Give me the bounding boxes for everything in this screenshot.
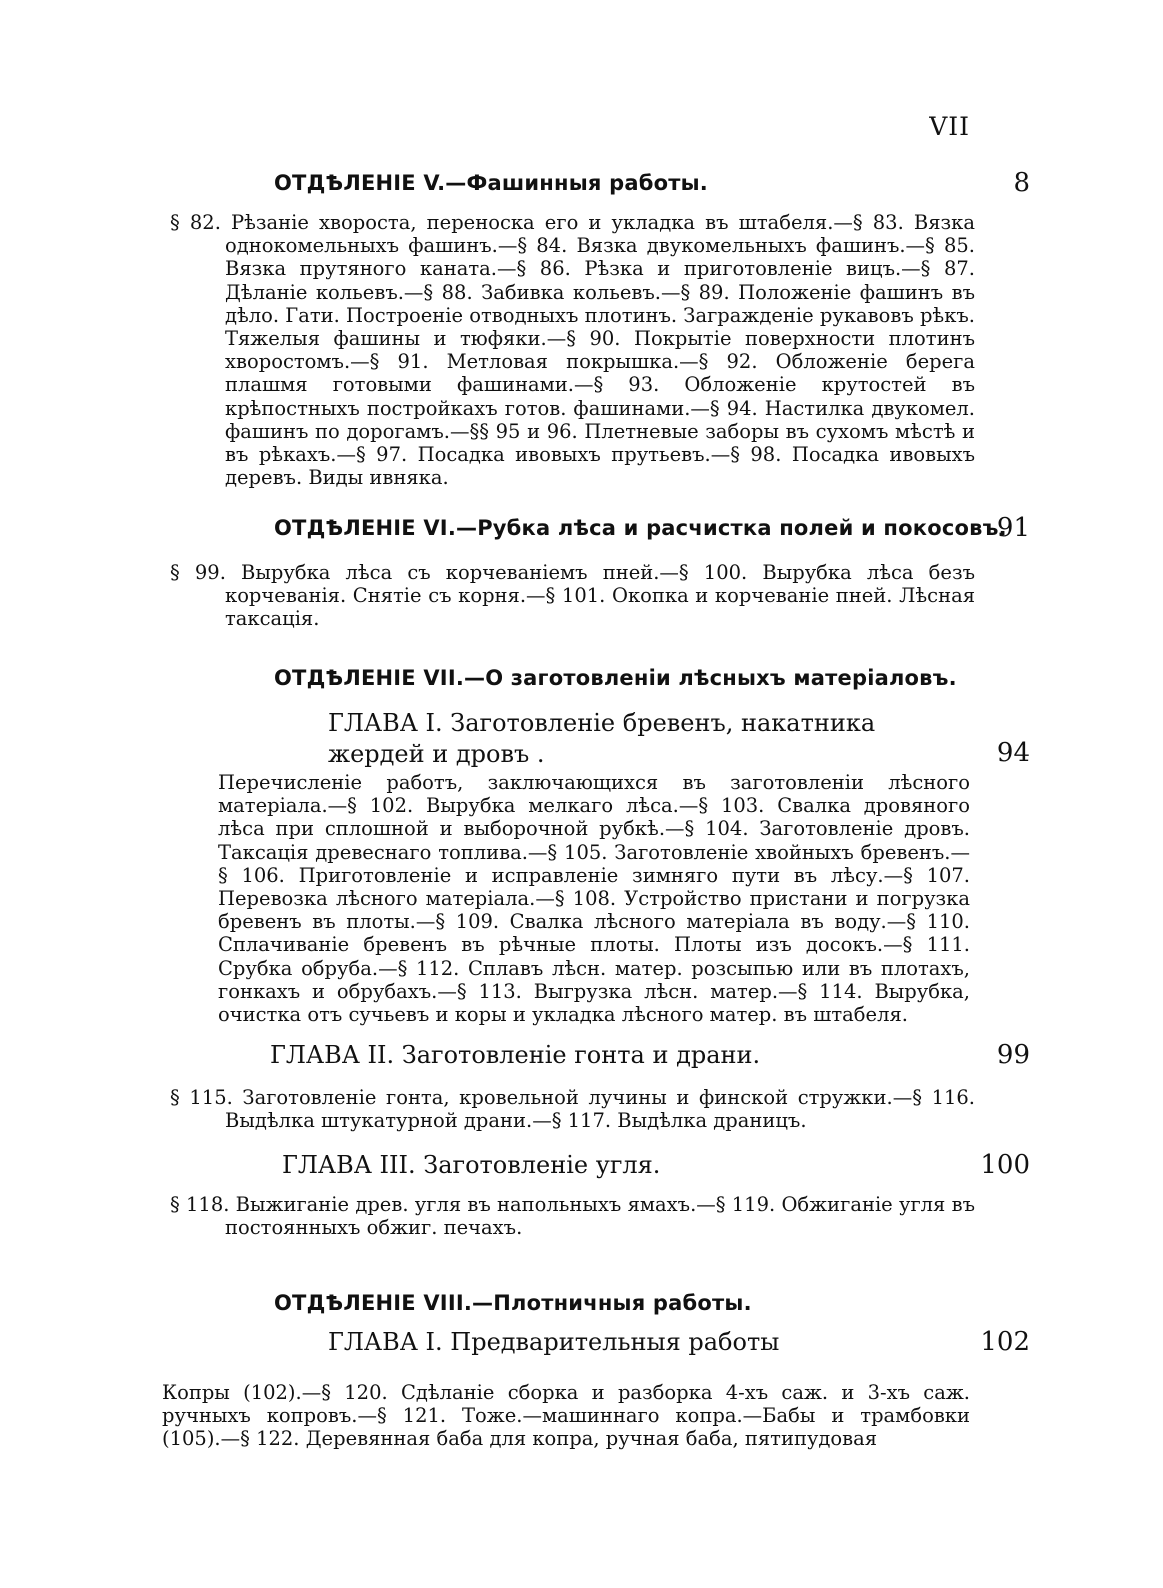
section-8-chapter-1-paragraph: Копры (102).—§ 120. Сдѣланiе сборка и разборка 4-хъ саж. и 3-хъ саж. ручныхъ копровъ.—§ 121. Тоже.—машиннаго копра.—Бабы и трамбовки (105).—§ 122. Деревянная баба для копра, ручная баба, пятипудовая: [162, 1381, 970, 1451]
section-8-chapter-1-header: [170, 1327, 1030, 1367]
section-5-paragraph: § 82. Рѣзанiе хвороста, переноска его и укладка въ штабеля.—§ 83. Вязка однокомельныхъ фашинъ.—§ 84. Вязка двукомельныхъ фашинъ.—§ 85. Вязка прутяного каната.—§ 86. Рѣзка и приготовленiе вицъ.—§ 87. Дѣланiе кольевъ.—§ 88. Забивка кольевъ.—§ 89. Положенiе фашинъ въ дѣло. Гати. Построенiе отводныхъ плотинъ. Загражденiе рукавовъ рѣкъ. Тяжелыя фашины и тюфяки.—§ 90. Покрытiе поверхности плотинъ хворостомъ.—§ 91. Метловая покрышка.—§ 92. Обложенiе берега плашмя готовыми фашинами.—§ 93. Обложенiе крутостей въ крѣпостныхъ постройкахъ готов. фашинами.—§ 94. Настилка двукомел. фашинъ по дорогамъ.—§§ 95 и 96. Плетневые заборы въ сухомъ мѣстѣ и въ рѣкахъ.—§ 97. Посадка ивовыхъ прутьевъ.—§ 98. Посадка ивовыхъ деревъ. Виды ивняка.: [170, 211, 975, 490]
section-7-header: [170, 663, 1030, 703]
section-7-heading: ОТДѢЛЕНIЕ VII.—О заготовленiи лѣсныхъ матерiаловъ.: [274, 666, 957, 690]
section-7-chapter-1-page: 94: [996, 738, 1030, 768]
section-8-heading: ОТДѢЛЕНIЕ VIII.—Плотничныя работы.: [274, 1291, 752, 1315]
section-6-header: [170, 513, 1030, 553]
page-roman-number: VII: [929, 112, 970, 141]
section-7-chapter-2-title: ГЛАВА II. Заготовленiе гонта и драни.: [270, 1041, 761, 1069]
section-5-page: 8: [1013, 168, 1030, 198]
section-7-chapter-2-page: 99: [996, 1040, 1030, 1070]
section-5-header: [170, 168, 1030, 208]
section-7-chapter-1-header: [170, 708, 1030, 772]
section-8-chapter-1-page: 102: [980, 1327, 1030, 1357]
section-7-chapter-3-paragraph: § 118. Выжиганiе древ. угля въ напольныхъ ямахъ.—§ 119. Обжиганiе угля въ постоянныхъ обжиг. печахъ.: [170, 1193, 975, 1240]
section-7-chapter-3-header: [170, 1150, 1030, 1190]
section-7-chapter-2-header: [170, 1040, 1030, 1080]
section-7-chapter-2-paragraph: § 115. Заготовленiе гонта, кровельной лучины и финской стружки.—§ 116. Выдѣлка штукатурной драни.—§ 117. Выдѣлка драницъ.: [170, 1086, 975, 1133]
section-7-chapter-3-page: 100: [980, 1150, 1030, 1180]
section-5-heading: ОТДѢЛЕНIЕ V.—Фашинныя работы.: [274, 171, 708, 195]
section-8-chapter-1-title: ГЛАВА I. Предварительныя работы: [328, 1328, 780, 1356]
section-6-paragraph: § 99. Вырубка лѣса съ корчеванiемъ пней.—§ 100. Вырубка лѣса безъ корчеванiя. Снятiе съ корня.—§ 101. Окопка и корчеванiе пней. Лѣсная таксацiя.: [170, 561, 975, 631]
section-6-page: 91: [996, 513, 1030, 543]
section-6-heading: ОТДѢЛЕНIЕ VI.—Рубка лѣса и расчистка полей и покосовъ.: [274, 516, 1007, 540]
section-8-header: [170, 1288, 1030, 1328]
section-7-chapter-3-title: ГЛАВА III. Заготовленiе угля.: [282, 1151, 661, 1179]
section-7-chapter-1-paragraph: Перечисленiе работъ, заключающихся въ заготовленiи лѣсного матерiала.—§ 102. Вырубка мелкаго лѣса.—§ 103. Свалка дровяного лѣса при сплошной и выборочной рубкѣ.—§ 104. Заготовленiе дровъ. Таксацiя древеснаго топлива.—§ 105. Заготовленiе хвойныхъ бревенъ.—§ 106. Приготовленiе и исправленiе зимняго пути въ лѣсу.—§ 107. Перевозка лѣсного матерiала.—§ 108. Устройство пристани и погрузка бревенъ въ плоты.—§ 109. Свалка лѣсного матерiала въ воду.—§ 110. Сплачиванiе бревенъ въ рѣчные плоты. Плоты изъ досокъ.—§ 111. Срубка обруба.—§ 112. Сплавъ лѣсн. матер. розсыпью или въ плотахъ, гонкахъ и обрубахъ.—§ 113. Выгрузка лѣсн. матер.—§ 114. Вырубка, очистка отъ сучьевъ и коры и укладка лѣсного матер. въ штабеля.: [218, 771, 970, 1027]
section-7-chapter-1-title: ГЛАВА I. Заготовленiе бревенъ, накатника жердей и дровъ .: [328, 709, 876, 768]
